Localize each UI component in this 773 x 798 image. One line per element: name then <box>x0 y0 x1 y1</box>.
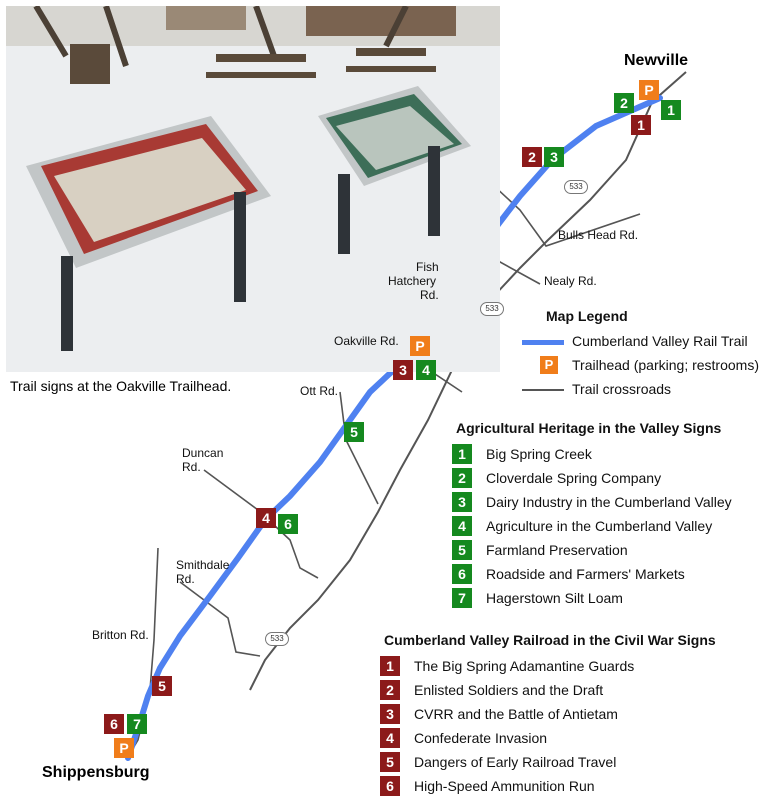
agricultural-signs-list <box>452 444 772 614</box>
marker-ag-4: 4 <box>416 360 436 380</box>
marker-cw-2: 2 <box>522 147 542 167</box>
civil-war-sign-number: 5 <box>380 752 400 772</box>
marker-ag-2: 2 <box>614 93 634 113</box>
agricultural-sign-label: Farmland Preservation <box>486 542 628 558</box>
marker-ag-1: 1 <box>661 100 681 120</box>
civil-war-sign-number: 4 <box>380 728 400 748</box>
civil-war-sign-number: 3 <box>380 704 400 724</box>
civil-war-signs-list <box>380 656 770 798</box>
agricultural-sign-number: 5 <box>452 540 472 560</box>
legend-trail-swatch <box>522 340 564 345</box>
road-label-line: Hatchery <box>388 274 437 288</box>
marker-cw-1: 1 <box>631 115 651 135</box>
agricultural-sign-number: 6 <box>452 564 472 584</box>
agricultural-signs-title: Agricultural Heritage in the Valley Signs <box>456 420 722 436</box>
trailhead-marker-newville: P <box>639 80 659 100</box>
road-label-line: Duncan <box>182 446 224 460</box>
road-label-ott: Ott Rd. <box>300 384 339 398</box>
marker-ag-7: 7 <box>127 714 147 734</box>
town-newville: Newville <box>624 52 689 69</box>
agricultural-sign-number: 4 <box>452 516 472 536</box>
legend-item-crossroads: Trail crossroads <box>572 381 672 397</box>
marker-cw-4: 4 <box>256 508 276 528</box>
legend-trailhead-swatch: P <box>540 356 558 374</box>
agricultural-sign-label: Roadside and Farmers' Markets <box>486 566 685 582</box>
legend-title: Map Legend <box>546 308 628 324</box>
agricultural-sign-label: Hagerstown Silt Loam <box>486 590 623 606</box>
civil-war-sign-label: Enlisted Soldiers and the Draft <box>414 682 604 698</box>
civil-war-sign-label: Confederate Invasion <box>414 730 548 746</box>
agricultural-sign-number: 1 <box>452 444 472 464</box>
route-shield: 533 <box>480 302 504 316</box>
civil-war-sign-number: 2 <box>380 680 400 700</box>
civil-war-sign-label: The Big Spring Adamantine Guards <box>414 658 635 674</box>
trailhead-marker-oakville: P <box>410 336 430 356</box>
agricultural-sign-number: 2 <box>452 468 472 488</box>
trailhead-marker-shippensburg: P <box>114 738 134 758</box>
agricultural-sign-label: Dairy Industry in the Cumberland Valley <box>486 494 732 510</box>
marker-ag-3: 3 <box>544 147 564 167</box>
civil-war-signs-title: Cumberland Valley Railroad in the Civil War Signs <box>384 632 716 648</box>
town-shippensburg: Shippensburg <box>42 764 150 781</box>
civil-war-sign-label: Dangers of Early Railroad Travel <box>414 754 617 770</box>
civil-war-sign-number: 1 <box>380 656 400 676</box>
civil-war-sign-label: High-Speed Ammunition Run <box>414 778 595 794</box>
agricultural-sign-label: Cloverdale Spring Company <box>486 470 662 486</box>
road-label-nealy: Nealy Rd. <box>544 274 597 288</box>
civil-war-sign-label: CVRR and the Battle of Antietam <box>414 706 618 722</box>
agricultural-sign-number: 3 <box>452 492 472 512</box>
road-label-line: Fish <box>416 260 439 274</box>
marker-ag-6: 6 <box>278 514 298 534</box>
marker-cw-6: 6 <box>104 714 124 734</box>
road-label-line: Rd. <box>182 460 201 474</box>
agricultural-sign-number: 7 <box>452 588 472 608</box>
trailhead-photo <box>6 6 500 372</box>
civil-war-sign-number: 6 <box>380 776 400 796</box>
marker-cw-3: 3 <box>393 360 413 380</box>
agricultural-sign-label: Agriculture in the Cumberland Valley <box>486 518 713 534</box>
road-label-smithdale <box>176 558 229 586</box>
marker-cw-5: 5 <box>152 676 172 696</box>
route-shield: 533 <box>265 632 289 646</box>
route-shield: 533 <box>564 180 588 194</box>
legend-item-trailhead: Trailhead (parking; restrooms) <box>572 357 759 373</box>
legend-item-trail: Cumberland Valley Rail Trail <box>572 333 748 349</box>
photo-caption: Trail signs at the Oakville Trailhead. <box>10 378 232 394</box>
road-label-line: Smithdale <box>176 558 230 572</box>
road-label-line: Rd. <box>176 572 195 586</box>
road-label-line: Rd. <box>420 288 439 302</box>
road-label-duncan <box>182 446 223 474</box>
agricultural-sign-label: Big Spring Creek <box>486 446 592 462</box>
road-label-bulls-head: Bulls Head Rd. <box>558 228 639 242</box>
legend-crossroad-swatch <box>522 389 564 391</box>
road-label-britton: Britton Rd. <box>92 628 149 642</box>
road-label-oakville: Oakville Rd. <box>334 334 399 348</box>
road-label-fish-hatchery <box>388 260 439 302</box>
marker-ag-5: 5 <box>344 422 364 442</box>
